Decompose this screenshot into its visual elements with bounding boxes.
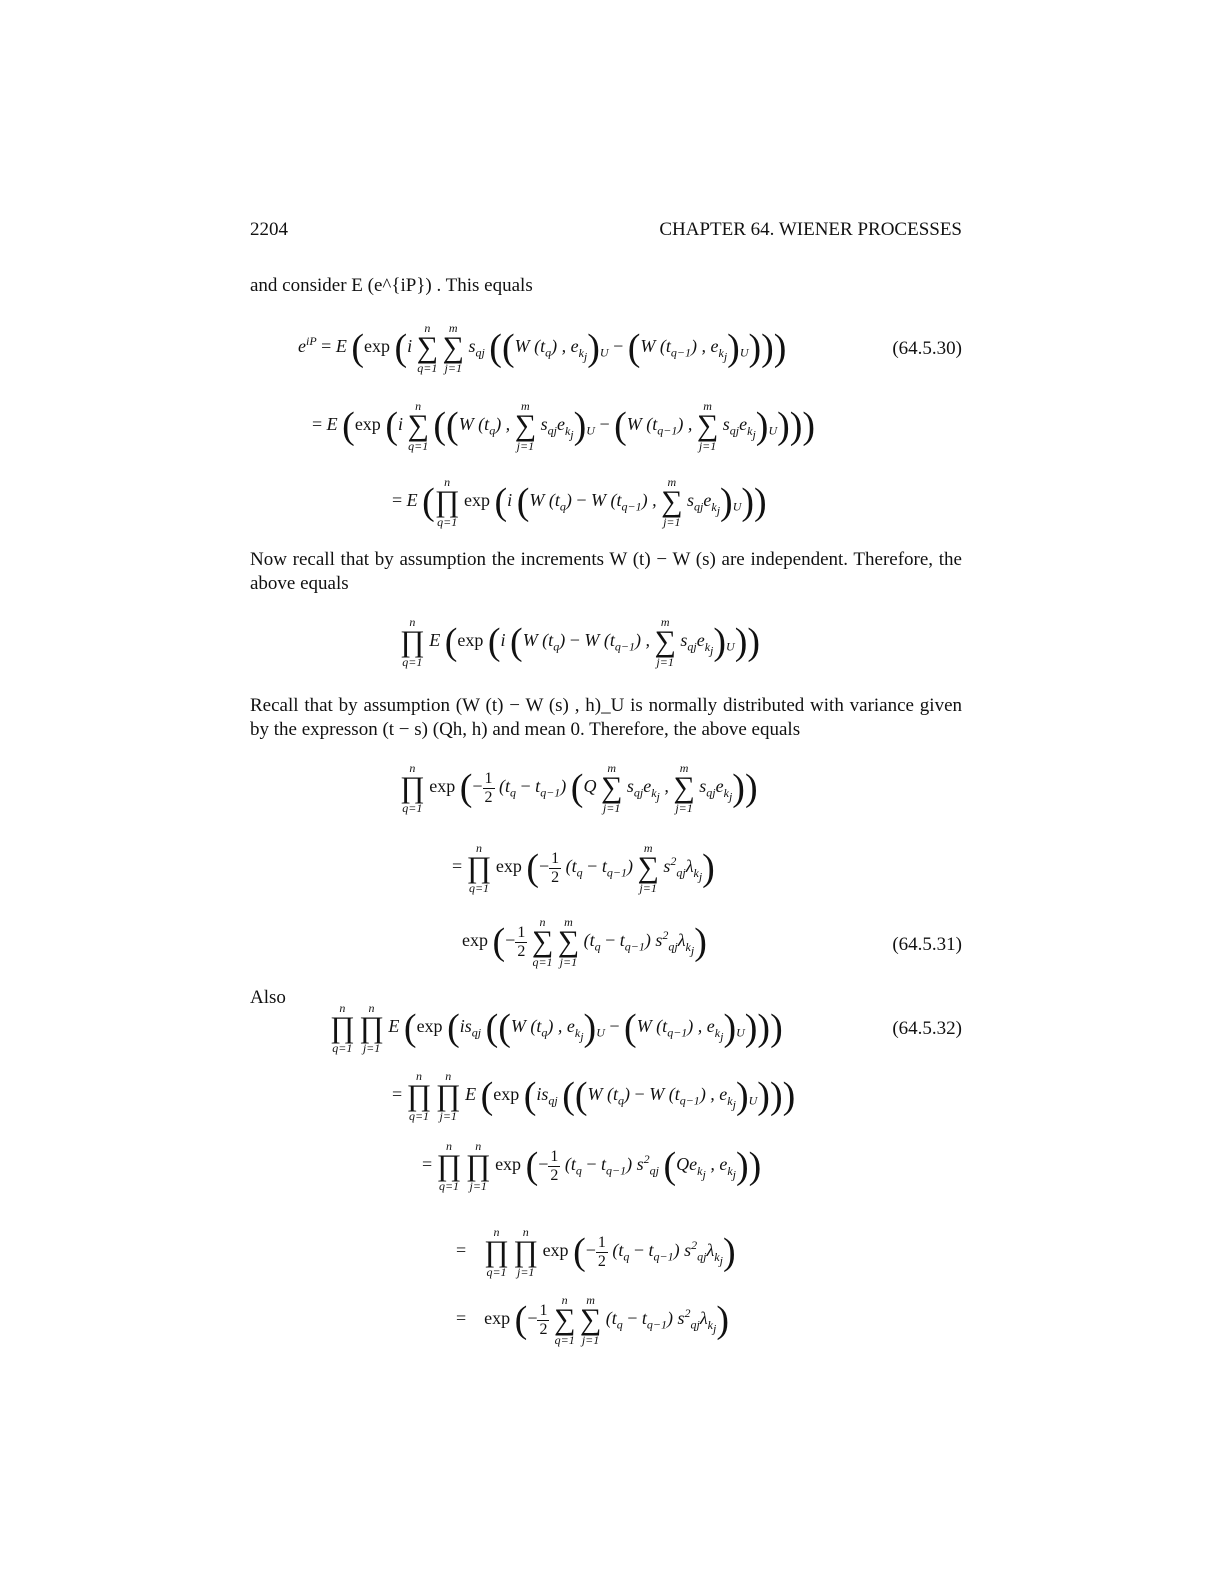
equation-eigen-sum: = n ∏ q=1 exp (− $\frac{1}{2}$ $(t_q - t_{q-1})$ m ∑ j=1 $s^2_{qj}\lambda_{k_j}$) — [452, 841, 715, 895]
equation-64-5-31: exp (− $\frac{1}{2}$ n ∑ q=1 m ∑ j=1 $(t_q - t_{q-1})$ $s^2_{qj}\lambda_{k_j}$) — [462, 915, 707, 969]
page-number: 2204 — [250, 219, 288, 240]
paragraph-independence: Now recall that by assumption the increments W (t) − W (s) are independent. Therefore, the above equals — [250, 549, 962, 594]
equation-product-expectation: n ∏ q=1 E (exp (i (W $(t_q) - W$ $(t_{q-1})$ , m ∑ j=1 $s_{qj}e_{k_j})_U$)) — [400, 615, 761, 669]
equation-step-2: = E ( n ∏ q=1 exp (i (W $(t_q) - W$ $(t_{q-1})$ , m ∑ j=1 $s_{qj}e_{k_j})_U$)) — [392, 475, 767, 529]
equation-step-6: = exp (− $\frac{1}{2}$ n ∑ q=1 m ∑ j=1 $(t_q - t_{q-1})$ $s^2_{qj}\lambda_{k_j}$) — [456, 1293, 729, 1347]
equation-number-64-5-32: (64.5.32) — [892, 1018, 962, 1039]
chapter-title: CHAPTER 64. WIENER PROCESSES — [659, 219, 962, 240]
equation-step-1: = E (exp (i n ∑ q=1 ((W $(t_q)$ , m ∑ j=1 $s_{qj}e_{k_j})_U - (W$ $(t_{q-1})$ , m ∑ j=1 $s_{qj}e_{k_j})_U$))) — [312, 399, 816, 453]
equation-number-64-5-30: (64.5.30) — [892, 338, 962, 359]
equation-step-4: = n ∏ q=1 n ∏ j=1 exp (− $\frac{1}{2}$ $(t_q - t_{q-1})$ $s^2_{qj}$ ($Qe_{k_j}$ , $e_{k_j}$)) — [422, 1139, 762, 1193]
also-label: Also — [250, 987, 286, 1008]
equation-64-5-30: $e^{iP} = E$ (exp (i n ∑ q=1 m ∑ j=1 $s_{qj}$ ((W $(t_q)$ , $e_{k_j})_U - (W$ $(t_{q-1})$ , $e_{k_j})_U$))) — [298, 321, 787, 375]
equation-step-3: = n ∏ q=1 n ∏ j=1 E (exp ($is_{qj}$ ((W $(t_q) - W$ $(t_{q-1})$ , $e_{k_j})_U$))) — [392, 1069, 796, 1123]
equation-step-5: = n ∏ q=1 n ∏ j=1 exp (− $\frac{1}{2}$ $(t_q - t_{q-1})$ $s^2_{qj}\lambda_{k_j}$) — [456, 1225, 736, 1279]
equation-64-5-32: n ∏ q=1 n ∏ j=1 E (exp ($is_{qj}$ ((W $(t_q)$ , $e_{k_j})_U - (W$ $(t_{q-1})$ , $e_{k_j})_U$))) — [330, 1001, 783, 1055]
equation-product-gaussian: n ∏ q=1 exp (− $\frac{1}{2}$ $(t_q - t_{q-1})$ (Q m ∑ j=1 $s_{qj}e_{k_j}$ , m ∑ j=1 $s_{qj}e_{k_j}$)) — [400, 761, 758, 815]
paragraph-normal-distribution: Recall that by assumption (W (t) − W (s) , h)_U is normally distributed with variance given by the expresson (t − s) (Qh, h) and mean 0. Therefore, the above equals — [250, 695, 962, 740]
equation-number-64-5-31: (64.5.31) — [892, 934, 962, 955]
paragraph-intro: and consider E (e^{iP}) . This equals — [250, 275, 533, 296]
